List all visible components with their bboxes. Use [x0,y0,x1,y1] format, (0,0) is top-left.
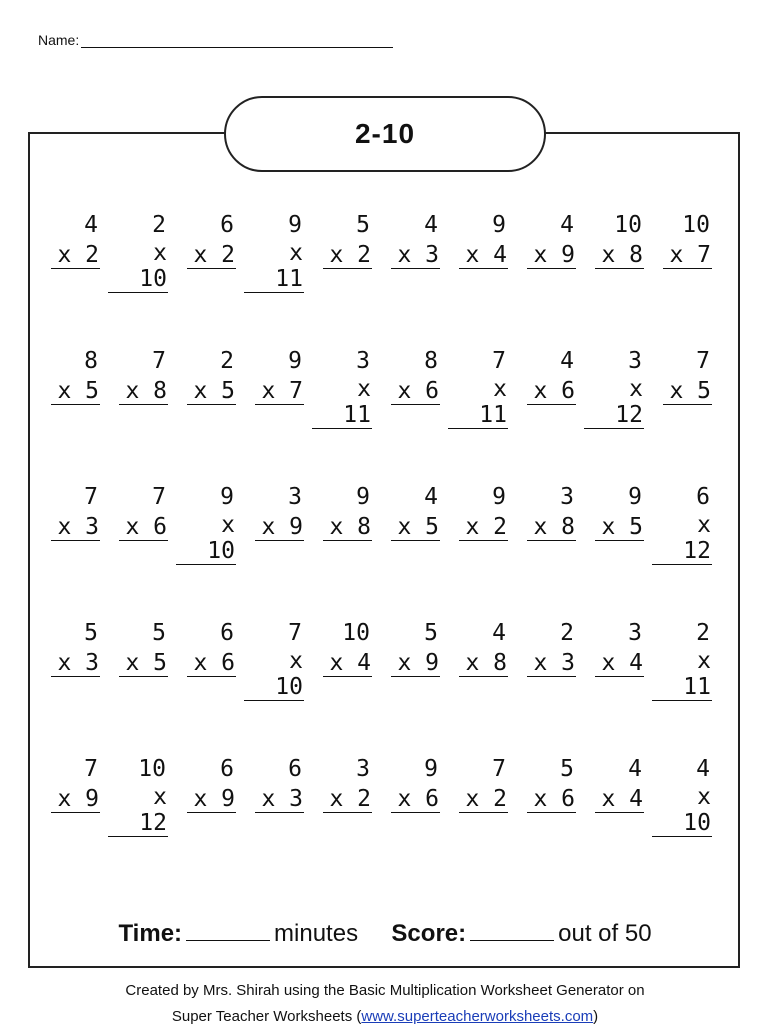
multiplier: x 5 [595,514,644,541]
problem [380,346,440,406]
name-field[interactable] [81,33,393,48]
multiplicand: 9 [492,484,506,510]
out-of-label: out of 50 [558,920,652,947]
multiplier: x 7 [663,242,712,269]
multiplier: x 5 [391,514,440,541]
multiplicand: 4 [560,348,574,374]
multiplier: x 3 [527,650,576,677]
multiplier-row [244,376,304,406]
multiplier-row [584,376,644,430]
multiplicand: 3 [288,484,302,510]
problem [652,618,712,702]
problem [176,618,236,678]
multiplicand: 4 [696,756,710,782]
problem [176,346,236,406]
problem [40,346,100,406]
multiplier: x 3 [51,514,100,541]
multiplier-row [108,648,168,678]
multiplier-row [448,648,508,678]
multiplier: x 2 [459,786,508,813]
multiplier-row [176,240,236,270]
multiplicand: 9 [288,348,302,374]
multiplier: x 11 [448,376,508,429]
problem [448,210,508,270]
name-label: Name: [38,32,80,48]
multiplicand: 9 [628,484,642,510]
multiplicand: 6 [288,756,302,782]
multiplier-row [40,240,100,270]
problem [312,346,372,430]
multiplier: x 6 [119,514,168,541]
problem [380,618,440,678]
multiplier: x 10 [176,512,236,565]
multiplier-row [244,784,304,814]
credit-link[interactable]: www.superteacherworksheets.com [361,1008,594,1025]
multiplicand: 10 [138,756,166,782]
problem [176,210,236,270]
multiplier-row [380,240,440,270]
multiplicand: 8 [424,348,438,374]
multiplier-row [108,240,168,294]
multiplicand: 6 [696,484,710,510]
time-label: Time: [118,920,183,947]
multiplier-row [652,784,712,838]
multiplier: x 9 [391,650,440,677]
problem [448,618,508,678]
multiplier-row [516,376,576,406]
multiplier-row [312,240,372,270]
multiplier-row [516,784,576,814]
multiplier-row [448,240,508,270]
problem [244,754,304,814]
multiplier-row [40,512,100,542]
problem [244,482,304,542]
multiplier-row [312,784,372,814]
multiplier: x 7 [255,378,304,405]
multiplicand: 9 [220,484,234,510]
problem [652,754,712,838]
multiplier-row [516,512,576,542]
multiplier-row [448,512,508,542]
multiplier-row [108,512,168,542]
problem [448,346,508,430]
multiplier: x 9 [187,786,236,813]
multiplicand: 9 [424,756,438,782]
multiplier: x 2 [323,786,372,813]
multiplier: x 12 [584,376,644,429]
multiplier: x 10 [652,784,712,837]
multiplier: x 3 [391,242,440,269]
multiplier: x 9 [51,786,100,813]
multiplicand: 6 [220,212,234,238]
problem [244,346,304,406]
multiplicand: 5 [356,212,370,238]
multiplier-row [652,240,712,270]
multiplier: x 10 [244,648,304,701]
credit-suffix: ) [593,1008,599,1025]
multiplier: x 2 [187,242,236,269]
multiplicand: 2 [220,348,234,374]
multiplicand: 4 [424,484,438,510]
problem [584,754,644,814]
problem [584,210,644,270]
multiplicand: 2 [152,212,166,238]
multiplier: x 8 [527,514,576,541]
problem [312,618,372,678]
multiplicand: 4 [492,620,506,646]
multiplier: x 12 [652,512,712,565]
multiplier-row [176,512,236,566]
multiplier-row [380,648,440,678]
multiplicand: 3 [560,484,574,510]
multiplier-row [584,784,644,814]
multiplier-row [40,648,100,678]
multiplier-row [312,376,372,430]
multiplier-row [584,648,644,678]
multiplicand: 3 [628,348,642,374]
problem [516,210,576,270]
multiplier: x 11 [312,376,372,429]
problem [652,346,712,406]
multiplier: x 8 [119,378,168,405]
multiplier-row [652,376,712,406]
problem [40,754,100,814]
multiplier: x 5 [187,378,236,405]
multiplier: x 8 [323,514,372,541]
multiplier-row [448,376,508,430]
multiplier: x 6 [187,650,236,677]
problem [516,346,576,406]
multiplier-row [652,512,712,566]
multiplier: x 5 [119,650,168,677]
credit-line-1: Created by Mrs. Shirah using the Basic Multiplication Worksheet Generator on [125,982,645,999]
multiplier-row [244,240,304,294]
multiplier-row [312,512,372,542]
multiplier: x 3 [255,786,304,813]
problem [584,618,644,678]
problem [448,754,508,814]
multiplicand: 10 [342,620,370,646]
problem [108,754,168,838]
multiplier-row [584,240,644,270]
problem [584,482,644,542]
multiplier: x 11 [244,240,304,293]
multiplicand: 7 [492,756,506,782]
problem [176,754,236,814]
credit [0,978,770,1030]
multiplier-row [448,784,508,814]
multiplier-row [380,376,440,406]
minutes-label: minutes [274,920,359,947]
multiplier: x 2 [323,242,372,269]
multiplier-row [244,648,304,702]
multiplicand: 7 [84,756,98,782]
multiplier: x 5 [51,378,100,405]
multiplier: x 6 [527,378,576,405]
problem [584,346,644,430]
problem [108,618,168,678]
multiplicand: 7 [492,348,506,374]
multiplicand: 6 [220,620,234,646]
problem [380,754,440,814]
multiplicand: 9 [492,212,506,238]
problem [108,210,168,294]
multiplicand: 7 [84,484,98,510]
multiplicand: 4 [628,756,642,782]
multiplicand: 2 [560,620,574,646]
multiplicand: 7 [152,348,166,374]
multiplier: x 2 [51,242,100,269]
multiplicand: 10 [682,212,710,238]
multiplier: x 11 [652,648,712,701]
problem [40,210,100,270]
multiplier: x 4 [459,242,508,269]
multiplier: x 9 [527,242,576,269]
multiplier-row [176,376,236,406]
multiplicand: 6 [220,756,234,782]
problem [108,482,168,542]
problem [244,210,304,294]
multiplicand: 3 [628,620,642,646]
multiplicand: 5 [560,756,574,782]
multiplier: x 3 [51,650,100,677]
problem [40,618,100,678]
multiplier: x 6 [391,786,440,813]
name-row [38,32,393,48]
multiplier-row [312,648,372,678]
worksheet-title: 2-10 [354,118,416,149]
problem [652,210,712,270]
credit-prefix: Super Teacher Worksheets ( [171,1008,362,1025]
multiplicand: 4 [560,212,574,238]
problem [380,482,440,542]
multiplier: x 4 [323,650,372,677]
problem [652,482,712,566]
multiplier-row [380,512,440,542]
multiplier-row [244,512,304,542]
time-blank[interactable] [186,920,270,941]
multiplier-row [380,784,440,814]
multiplier: x 2 [459,514,508,541]
problem [312,754,372,814]
multiplicand: 9 [288,212,302,238]
problem [516,618,576,678]
problem [312,482,372,542]
problem [312,210,372,270]
multiplier: x 8 [595,242,644,269]
multiplier-row [40,376,100,406]
multiplier-row [584,512,644,542]
multiplier: x 12 [108,784,168,837]
multiplier-row [176,648,236,678]
problem [244,618,304,702]
problem [40,482,100,542]
credit-line-2 [0,1004,770,1030]
multiplier-row [176,784,236,814]
multiplicand: 5 [84,620,98,646]
multiplicand: 2 [696,620,710,646]
title-pill [224,96,546,172]
multiplier: x 5 [663,378,712,405]
multiplier: x 6 [527,786,576,813]
multiplicand: 7 [152,484,166,510]
multiplicand: 8 [84,348,98,374]
multiplicand: 3 [356,756,370,782]
multiplier-row [108,376,168,406]
problem [176,482,236,566]
problem [380,210,440,270]
multiplicand: 7 [288,620,302,646]
multiplier: x 4 [595,650,644,677]
multiplier-row [652,648,712,702]
multiplier-row [40,784,100,814]
problem [516,754,576,814]
problem [108,346,168,406]
score-label: Score: [391,920,467,947]
multiplicand: 9 [356,484,370,510]
multiplier-row [516,648,576,678]
multiplier: x 10 [108,240,168,293]
multiplier: x 8 [459,650,508,677]
multiplicand: 3 [356,348,370,374]
multiplier-row [516,240,576,270]
multiplicand: 5 [152,620,166,646]
footer-row [0,920,770,948]
multiplier: x 6 [391,378,440,405]
multiplicand: 4 [424,212,438,238]
problem [448,482,508,542]
multiplicand: 4 [84,212,98,238]
multiplicand: 10 [614,212,642,238]
score-blank[interactable] [470,920,554,941]
multiplier: x 4 [595,786,644,813]
multiplier-row [108,784,168,838]
problem [516,482,576,542]
multiplicand: 5 [424,620,438,646]
multiplicand: 7 [696,348,710,374]
multiplier: x 9 [255,514,304,541]
